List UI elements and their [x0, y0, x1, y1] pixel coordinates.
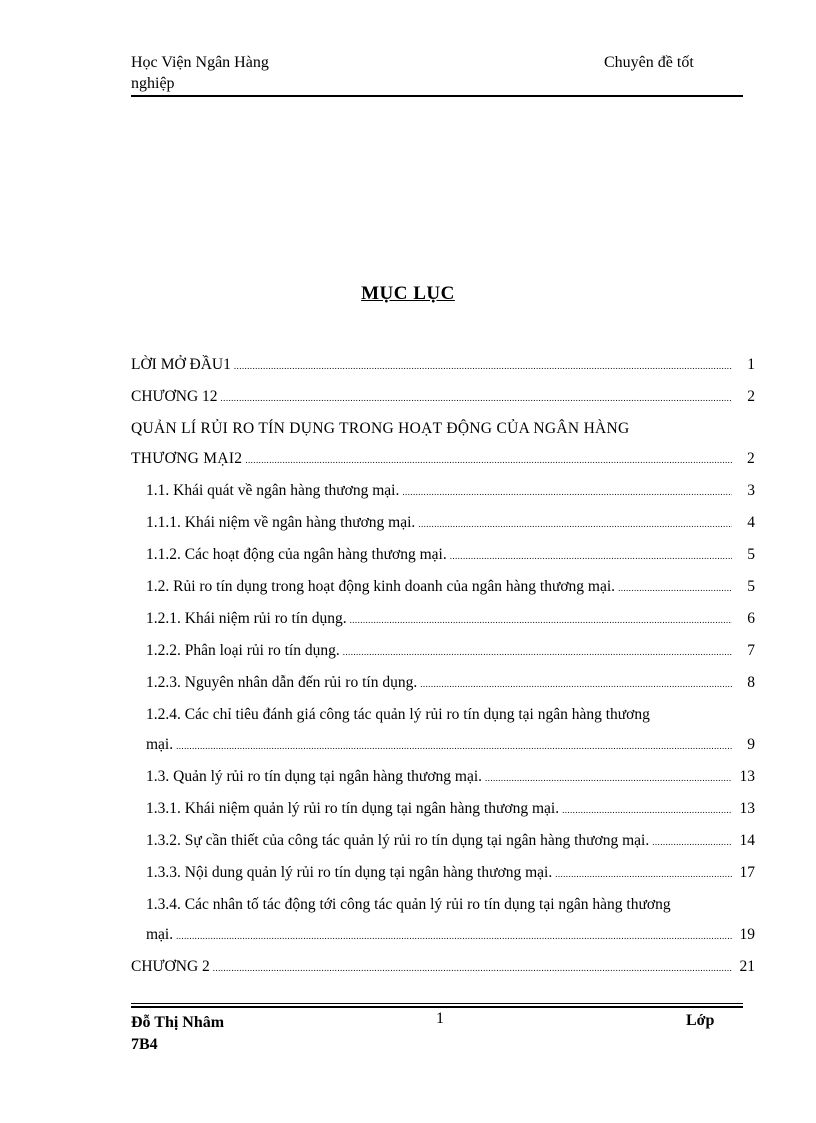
- toc-entry[interactable]: [131, 356, 755, 388]
- toc-entry[interactable]: [131, 736, 755, 768]
- toc-entry-text: 1.2.2. Phân loại rủi ro tín dụng.: [146, 642, 340, 659]
- toc-entry-text: 1.1. Khái quát về ngân hàng thương mại.: [146, 482, 400, 499]
- toc-leader: [485, 773, 732, 783]
- toc-leader: [343, 647, 732, 657]
- toc-entry-page: 8: [747, 674, 755, 691]
- footer-rule-thin: [131, 1003, 743, 1004]
- toc-entry[interactable]: [131, 958, 755, 990]
- footer-author: [131, 1012, 224, 1056]
- table-of-contents: [131, 356, 755, 990]
- toc-entry[interactable]: [131, 800, 755, 832]
- toc-leader: [176, 741, 732, 751]
- toc-entry-text: 1.3.2. Sự cần thiết của công tác quản lý rủi ro tín dụng tại ngân hàng thương mại.: [146, 832, 650, 849]
- toc-entry-page: 6: [747, 610, 755, 627]
- toc-entry-page: 19: [739, 926, 755, 943]
- toc-title: MỤC LỤC: [361, 283, 455, 304]
- toc-leader: [402, 487, 732, 497]
- toc-entry[interactable]: [131, 706, 755, 736]
- toc-entry[interactable]: [131, 642, 755, 674]
- toc-entry-page: 13: [739, 768, 755, 785]
- toc-entry-text: 1.2. Rủi ro tín dụng trong hoạt động kinh doanh của ngân hàng thương mại.: [146, 578, 616, 595]
- footer-page-number: 1: [436, 1010, 444, 1027]
- toc-entry-text: 1.1.1. Khái niệm về ngân hàng thương mại.: [146, 514, 416, 531]
- toc-entry[interactable]: [131, 578, 755, 610]
- toc-leader: [450, 551, 732, 561]
- toc-leader: [176, 931, 732, 941]
- toc-entry[interactable]: [131, 610, 755, 642]
- footer-class-label: Lớp: [686, 1012, 715, 1029]
- toc-entry-page: 13: [739, 800, 755, 817]
- toc-entry[interactable]: [131, 514, 755, 546]
- footer-author-name: Đỗ Thị Nhâm: [131, 1014, 225, 1031]
- toc-entry-page: 21: [739, 958, 755, 975]
- footer-rule-thick: [131, 1006, 743, 1008]
- toc-entry-text: CHƯƠNG 12: [131, 388, 218, 405]
- toc-entry-page: 5: [747, 546, 755, 563]
- toc-entry[interactable]: [131, 546, 755, 578]
- footer-class-code: 7B4: [131, 1036, 158, 1053]
- toc-entry-text: 1.2.4. Các chỉ tiêu đánh giá công tác quản lý rủi ro tín dụng tại ngân hàng thương: [146, 706, 650, 723]
- toc-entry[interactable]: [131, 482, 755, 514]
- header-rule: [131, 95, 743, 97]
- toc-entry[interactable]: [131, 674, 755, 706]
- toc-entry-page: 14: [739, 832, 755, 849]
- toc-entry-text: 1.3.3. Nội dung quản lý rủi ro tín dụng tại ngân hàng thương mại.: [146, 864, 553, 881]
- header-left-line2: nghiệp: [131, 75, 175, 92]
- toc-leader: [652, 837, 732, 847]
- header-left-line1: Học Viện Ngân Hàng: [131, 54, 269, 71]
- header-document-type: Chuyên đề tốt: [604, 54, 694, 71]
- toc-entry-page: 2: [746, 450, 755, 467]
- toc-leader: [555, 869, 732, 879]
- toc-entry[interactable]: [131, 832, 755, 864]
- toc-entry-text: 1.3.4. Các nhân tố tác động tới công tác quản lý rủi ro tín dụng tại ngân hàng thương: [146, 896, 671, 913]
- toc-entry-page: 2: [747, 388, 755, 405]
- toc-entry[interactable]: [131, 388, 755, 420]
- toc-leader: [350, 615, 732, 625]
- toc-entry[interactable]: [131, 420, 755, 450]
- toc-entry-text: mại.: [146, 926, 174, 943]
- header-institution: [131, 52, 269, 94]
- toc-entry-page: 5: [747, 578, 755, 595]
- toc-entry-text: THƯƠNG MẠI2: [131, 450, 243, 467]
- toc-leader: [420, 679, 732, 689]
- toc-entry-text: 1.3. Quản lý rủi ro tín dụng tại ngân hàng thương mại.: [146, 768, 483, 785]
- toc-entry-text: LỜI MỞ ĐẦU1: [131, 356, 231, 373]
- toc-leader: [245, 455, 732, 465]
- toc-entry-text: 1.1.2. Các hoạt động của ngân hàng thương mại.: [146, 546, 447, 563]
- toc-entry-text: 1.2.1. Khái niệm rủi ro tín dụng.: [146, 610, 347, 627]
- toc-leader: [418, 519, 732, 529]
- toc-entry-page: 17: [739, 864, 755, 881]
- toc-entry-text: 1.3.1. Khái niệm quản lý rủi ro tín dụng tại ngân hàng thương mại.: [146, 800, 560, 817]
- toc-entry-page: 1: [747, 356, 755, 373]
- toc-entry[interactable]: [131, 926, 755, 958]
- toc-entry[interactable]: [131, 864, 755, 896]
- toc-leader: [234, 361, 732, 371]
- toc-entry[interactable]: [131, 768, 755, 800]
- toc-entry-page: 7: [747, 642, 755, 659]
- toc-entry-text: QUẢN LÍ RỦI RO TÍN DỤNG TRONG HOẠT ĐỘNG CỦA NGÂN HÀNG: [131, 420, 630, 437]
- toc-entry[interactable]: [131, 896, 755, 926]
- toc-leader: [618, 583, 732, 593]
- toc-entry[interactable]: [131, 450, 755, 482]
- toc-entry-text: 1.2.3. Nguyên nhân dẫn đến rủi ro tín dụng.: [146, 674, 418, 691]
- toc-entry-text: mại.: [146, 736, 174, 753]
- toc-entry-text: CHƯƠNG 2: [131, 958, 210, 975]
- toc-entry-page: 3: [747, 482, 755, 499]
- toc-leader: [213, 963, 732, 973]
- toc-entry-page: 9: [747, 736, 755, 753]
- toc-leader: [562, 805, 732, 815]
- toc-entry-page: 4: [747, 514, 755, 531]
- toc-leader: [221, 393, 732, 403]
